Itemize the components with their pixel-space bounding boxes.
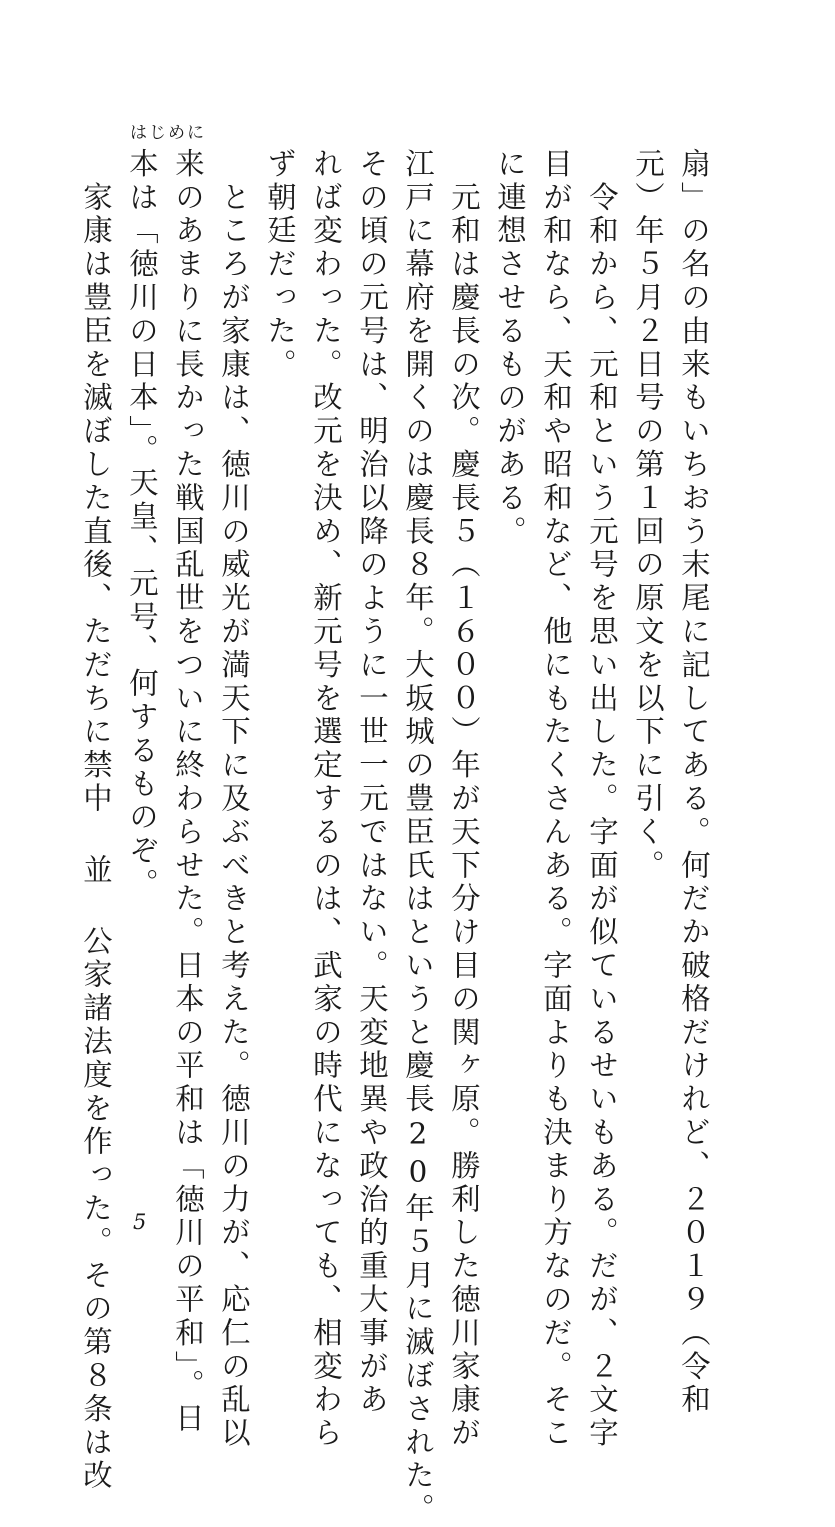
body-text (73, 148, 717, 1527)
text-column: ず朝廷だった。 (263, 148, 297, 382)
text-column: に連想させるものがある。 (493, 148, 527, 549)
page-number: 5 (133, 1210, 147, 1234)
text-column: 目が和なら、天和や昭和など、他にもたくさんある。字面よりも決まり方なのだ。そこ (539, 148, 573, 1451)
text-column: その頃の元号は、明治以降のように一世一元ではない。天変地異や政治的重大事があ (355, 148, 389, 1418)
text-column: 扇」の名の由来もいちおう末尾に記してある。何だか破格だけれど、２０１９（令和 (677, 148, 711, 1418)
text-column: 来のあまりに長かった戦国乱世をついに終わらせた。日本の平和は「徳川の平和」。日 (171, 148, 205, 1436)
text-column: 令和から、元和という元号を思い出した。字面が似ているせいもある。だが、２文字 (585, 148, 619, 1451)
text-column: 家康は豊臣を滅ぼした直後、ただちに禁中 並 公家諸法度を作った。その第８条は改 (79, 148, 113, 1494)
running-head: はじめに (130, 123, 206, 143)
text-column: ところが家康は、徳川の威光が満天下に及ぶべきと考えた。徳川の力が、応仁の乱以 (217, 148, 251, 1451)
text-column: 元和は慶長の次。慶長５（１６００）年が天下分け目の関ヶ原。勝利した徳川家康が (447, 148, 481, 1451)
text-column: 江戸に幕府を開くのは慶長８年。大坂城の豊臣氏はというと慶長20年５月に滅ぼされた。 (401, 148, 435, 1527)
text-column: 本は「徳川の日本」。天皇、元号、何するものぞ。 (125, 148, 159, 902)
text-column: 元）年５月２日号の第１回の原文を以下に引く。 (631, 148, 665, 883)
text-column: れば変わった。改元を決め、新元号を選定するのは、武家の時代になっても、相変わら (309, 148, 343, 1451)
